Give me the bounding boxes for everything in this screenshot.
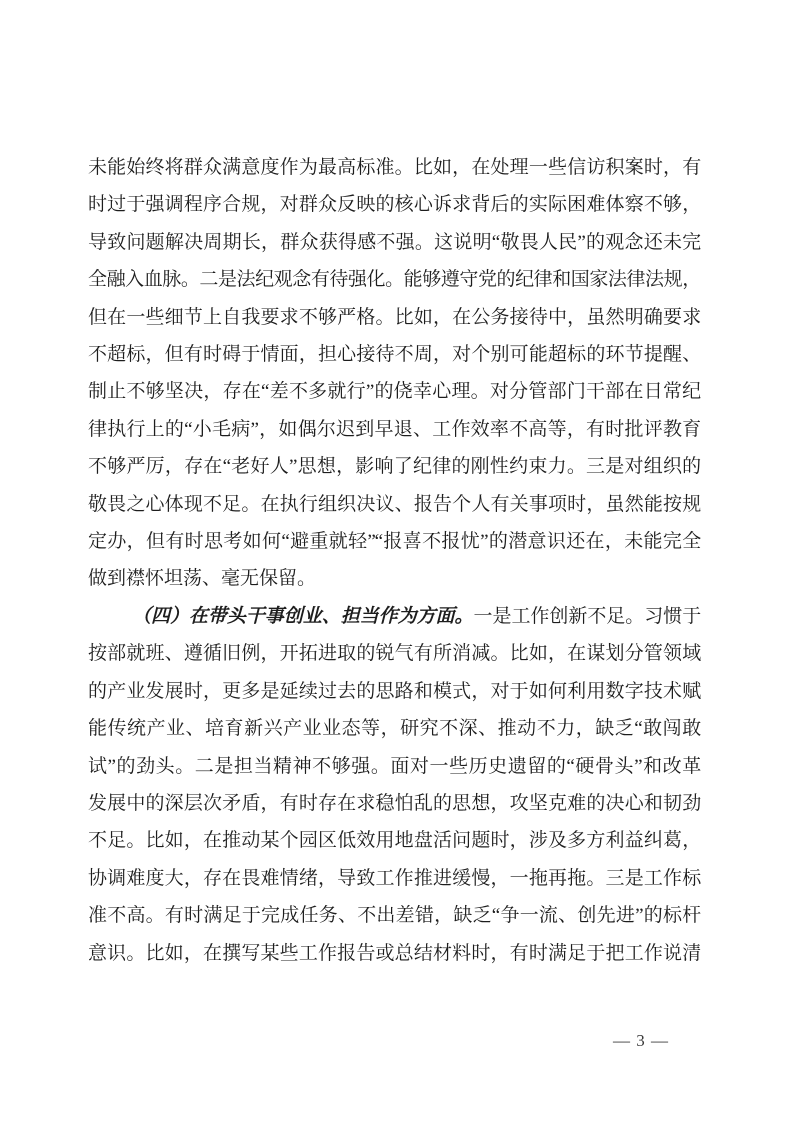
text-line: 不够严厉，存在“老好人”思想，影响了纪律的刚性约束力。三是对组织的 [88, 456, 700, 478]
text-line: 准不高。有时满足于完成任务、不出差错，缺乏“争一流、创先进”的标杆 [88, 905, 700, 927]
section-heading: （四）在带头干事创业、担当作为方面。 [132, 605, 474, 627]
text-line: 意识。比如，在撰写某些工作报告或总结材料时，有时满足于把工作说清 [88, 942, 700, 964]
text-line: 全融入血脉。二是法纪观念有待强化。能够遵守党的纪律和国家法律法规， [88, 269, 700, 291]
text-line: 不足。比如，在推动某个园区低效用地盘活问题时，涉及多方利益纠葛， [88, 830, 700, 852]
text-line: 敬畏之心体现不足。在执行组织决议、报告个人有关事项时，虽然能按规 [88, 493, 700, 515]
text-line: 制止不够坚决，存在“差不多就行”的侥幸心理。对分管部门干部在日常纪 [88, 381, 700, 403]
section-heading-line [88, 598, 700, 635]
text-line: 的产业发展时，更多是延续过去的思路和模式，对于如何利用数字技术赋 [88, 680, 700, 702]
text-line: 试”的劲头。二是担当精神不够强。面对一些历史遗留的“硬骨头”和改革 [88, 755, 700, 777]
text-line: 不超标，但有时碍于情面，担心接待不周，对个别可能超标的环节提醒、 [88, 344, 700, 366]
text-line: 协调难度大，存在畏难情绪，导致工作推进缓慢，一拖再拖。三是工作标 [88, 867, 700, 889]
text-line: 定办，但有时思考如何“避重就轻”“报喜不报忧”的潜意识还在，未能完全 [88, 531, 700, 553]
text-line: 未能始终将群众满意度作为最高标准。比如，在处理一些信访积案时，有 [88, 157, 700, 178]
text-line: 时过于强调程序合规，对群众反映的核心诉求背后的实际困难体察不够， [88, 194, 700, 216]
page-number: — 3 — [613, 1031, 669, 1050]
text-line: 但在一些细节上自我要求不够严格。比如，在公务接待中，虽然明确要求 [88, 306, 700, 328]
text-line: 导致问题解决周期长，群众获得感不强。这说明“敬畏人民”的观念还未完 [88, 231, 700, 253]
document-body [88, 149, 700, 972]
text-line: 发展中的深层次矛盾，有时存在求稳怕乱的思想，攻坚克难的决心和韧劲 [88, 792, 700, 814]
text-line: 做到襟怀坦荡、毫无保留。 [88, 568, 317, 590]
text-line: 按部就班、遵循旧例，开拓进取的锐气有所消减。比如，在谋划分管领域 [88, 643, 700, 665]
text-line: 能传统产业、培育新兴产业业态等，研究不深、推动不力，缺乏“敢闯敢 [88, 718, 700, 740]
text-line: 律执行上的“小毛病”，如偶尔迟到早退、工作效率不高等，有时批评教育 [88, 418, 700, 440]
section-heading-continuation: 一是工作创新不足。习惯于 [473, 605, 700, 627]
